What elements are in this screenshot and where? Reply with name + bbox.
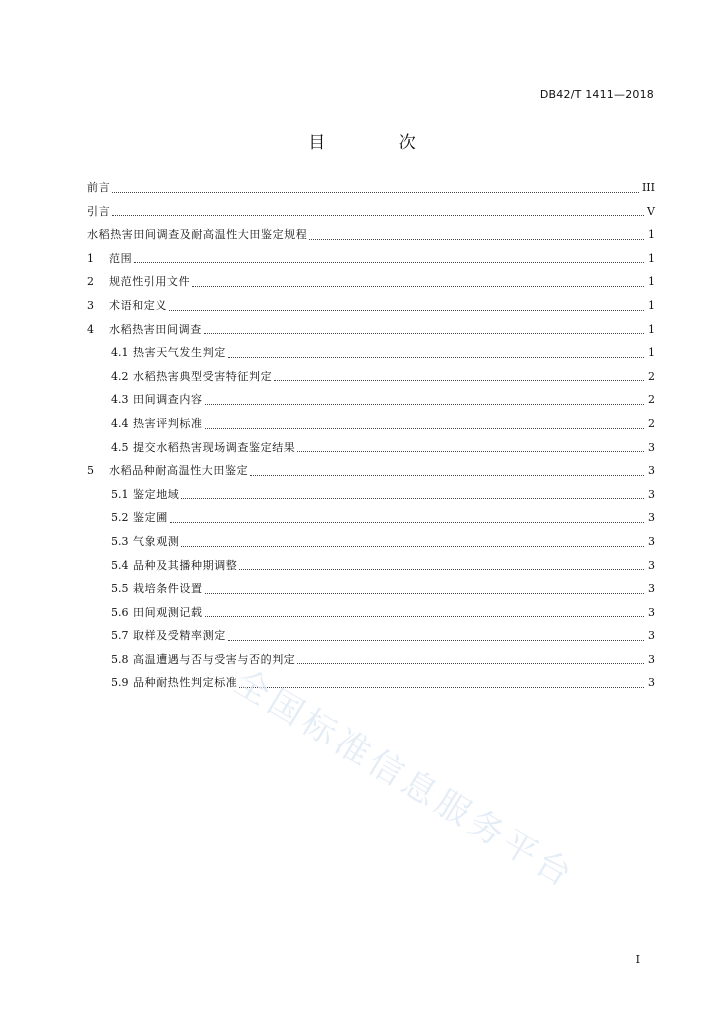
toc-entry-page: 1: [648, 322, 655, 336]
toc-entry-label: 水稻热害田间调查: [109, 322, 202, 336]
toc-entry-page: 1: [648, 228, 655, 242]
toc-entry-page: 3: [648, 652, 655, 666]
toc-entry[interactable]: [87, 388, 655, 412]
toc-entry[interactable]: [87, 601, 655, 625]
toc-entry-label: 品种耐热性判定标准: [133, 676, 238, 690]
toc-entry-page: 3: [648, 676, 655, 690]
toc-dot-leader: [309, 238, 644, 240]
toc-dot-leader: [181, 497, 644, 499]
document-code: DB42/T 1411—2018: [539, 88, 654, 101]
toc-entry-label: 前言: [87, 181, 111, 194]
toc-entry[interactable]: [87, 341, 655, 365]
toc-entry-number: 4.2: [111, 369, 129, 383]
toc-entry-label: 术语和定义: [109, 298, 167, 312]
toc-entry-page: 3: [648, 582, 655, 596]
toc-entry-page: 3: [648, 534, 655, 548]
toc-entry-page: 3: [648, 487, 655, 501]
toc-entry-number: 3: [87, 298, 94, 312]
toc-dot-leader: [250, 474, 644, 476]
toc-entry-number: 1: [87, 251, 94, 265]
toc-dot-leader: [181, 545, 644, 547]
toc-entry-page: 2: [648, 416, 655, 430]
page-number: I: [635, 953, 640, 966]
toc-dot-leader: [134, 261, 644, 263]
toc-entry-number: 4.3: [111, 393, 129, 407]
toc-entry-page: 3: [648, 440, 655, 454]
toc-entry[interactable]: [87, 176, 655, 200]
toc-entry[interactable]: [87, 506, 655, 530]
toc-dot-leader: [297, 662, 644, 664]
toc-entry-label: 品种及其播种期调整: [133, 558, 238, 572]
toc-dot-leader: [204, 332, 644, 334]
toc-entry-label: 取样及受精率测定: [133, 629, 226, 643]
toc-entry[interactable]: [87, 318, 655, 342]
toc-dot-leader: [239, 686, 644, 688]
toc-entry-page: 1: [648, 275, 655, 289]
toc-dot-leader: [169, 309, 644, 311]
toc-entry-label: 高温遭遇与否与受害与否的判定: [133, 652, 296, 666]
toc-entry-label: 水稻品种耐高温性大田鉴定: [109, 464, 249, 478]
toc-entry-label: 水稻热害典型受害特征判定: [133, 369, 273, 383]
toc-entry[interactable]: [87, 554, 655, 578]
toc-entry-number: 2: [87, 275, 94, 289]
toc-entry-number: 4: [87, 322, 94, 336]
watermark: 全国标准信息服务平台: [227, 661, 583, 898]
toc-entry-label: 提交水稻热害现场调查鉴定结果: [133, 440, 296, 454]
toc-entry[interactable]: [87, 671, 655, 695]
toc-entry-number: 5.1: [111, 487, 129, 501]
toc-entry[interactable]: [87, 294, 655, 318]
toc-entry[interactable]: [87, 200, 655, 224]
toc-entry-label: 田间调查内容: [133, 393, 203, 407]
toc-entry-number: 5: [87, 464, 94, 478]
toc-dot-leader: [205, 592, 644, 594]
toc-entry[interactable]: [87, 459, 655, 483]
toc-entry-label: 鉴定地域: [133, 487, 180, 501]
toc-dot-leader: [170, 521, 644, 523]
toc-entry-label: 水稻热害田间调查及耐高温性大田鉴定规程: [87, 228, 308, 242]
toc-entry-number: 5.9: [111, 676, 129, 690]
toc-entry-number: 5.8: [111, 652, 129, 666]
toc-entry-label: 范围: [109, 251, 133, 265]
toc-dot-leader: [274, 379, 644, 381]
toc-entry-page: 3: [648, 558, 655, 572]
toc-entry-label: 栽培条件设置: [133, 582, 203, 596]
toc-entry-label: 热害天气发生判定: [133, 346, 226, 360]
toc-dot-leader: [192, 285, 644, 287]
toc-entry-page: 1: [648, 298, 655, 312]
toc-entry-number: 5.7: [111, 629, 129, 643]
toc-entry[interactable]: [87, 270, 655, 294]
toc-entry[interactable]: [87, 247, 655, 271]
toc-entry-label: 气象观测: [133, 534, 180, 548]
toc-entry-number: 5.6: [111, 605, 129, 619]
toc-entry-page: III: [641, 181, 655, 194]
table-of-contents: [87, 176, 655, 695]
toc-entry-page: 3: [648, 511, 655, 525]
toc-dot-leader: [205, 615, 644, 617]
toc-entry-number: 5.4: [111, 558, 129, 572]
toc-entry-number: 4.1: [111, 346, 129, 360]
toc-entry-label: 规范性引用文件: [109, 275, 191, 289]
toc-entry[interactable]: [87, 648, 655, 672]
toc-entry-label: 田间观测记载: [133, 605, 203, 619]
toc-entry[interactable]: [87, 365, 655, 389]
toc-entry-page: 3: [648, 605, 655, 619]
toc-entry[interactable]: [87, 436, 655, 460]
toc-dot-leader: [239, 568, 644, 570]
toc-entry-page: 3: [648, 464, 655, 478]
toc-entry-page: V: [647, 204, 655, 218]
toc-entry-label: 鉴定圃: [133, 511, 168, 525]
toc-entry[interactable]: [87, 577, 655, 601]
toc-entry[interactable]: [87, 624, 655, 648]
toc-entry-label: 热害评判标准: [133, 416, 203, 430]
toc-entry-page: 2: [648, 393, 655, 407]
toc-entry-page: 1: [648, 251, 655, 265]
toc-entry[interactable]: [87, 483, 655, 507]
toc-dot-leader: [112, 191, 639, 193]
toc-dot-leader: [112, 214, 644, 216]
toc-entry-label: 引言: [87, 204, 111, 218]
toc-entry-number: 4.5: [111, 440, 129, 454]
toc-entry[interactable]: [87, 530, 655, 554]
toc-entry-number: 4.4: [111, 416, 129, 430]
toc-entry-page: 1: [648, 346, 655, 360]
toc-dot-leader: [205, 403, 644, 405]
toc-entry-page: 3: [648, 629, 655, 643]
toc-entry-number: 5.2: [111, 511, 129, 525]
toc-entry-page: 2: [648, 369, 655, 383]
toc-entry[interactable]: [87, 223, 655, 247]
toc-dot-leader: [228, 639, 644, 641]
toc-entry[interactable]: [87, 412, 655, 436]
toc-entry-number: 5.5: [111, 582, 129, 596]
toc-entry-number: 5.3: [111, 534, 129, 548]
toc-dot-leader: [205, 427, 644, 429]
toc-dot-leader: [228, 356, 644, 358]
toc-title: 目 次: [308, 133, 450, 153]
toc-dot-leader: [297, 450, 644, 452]
